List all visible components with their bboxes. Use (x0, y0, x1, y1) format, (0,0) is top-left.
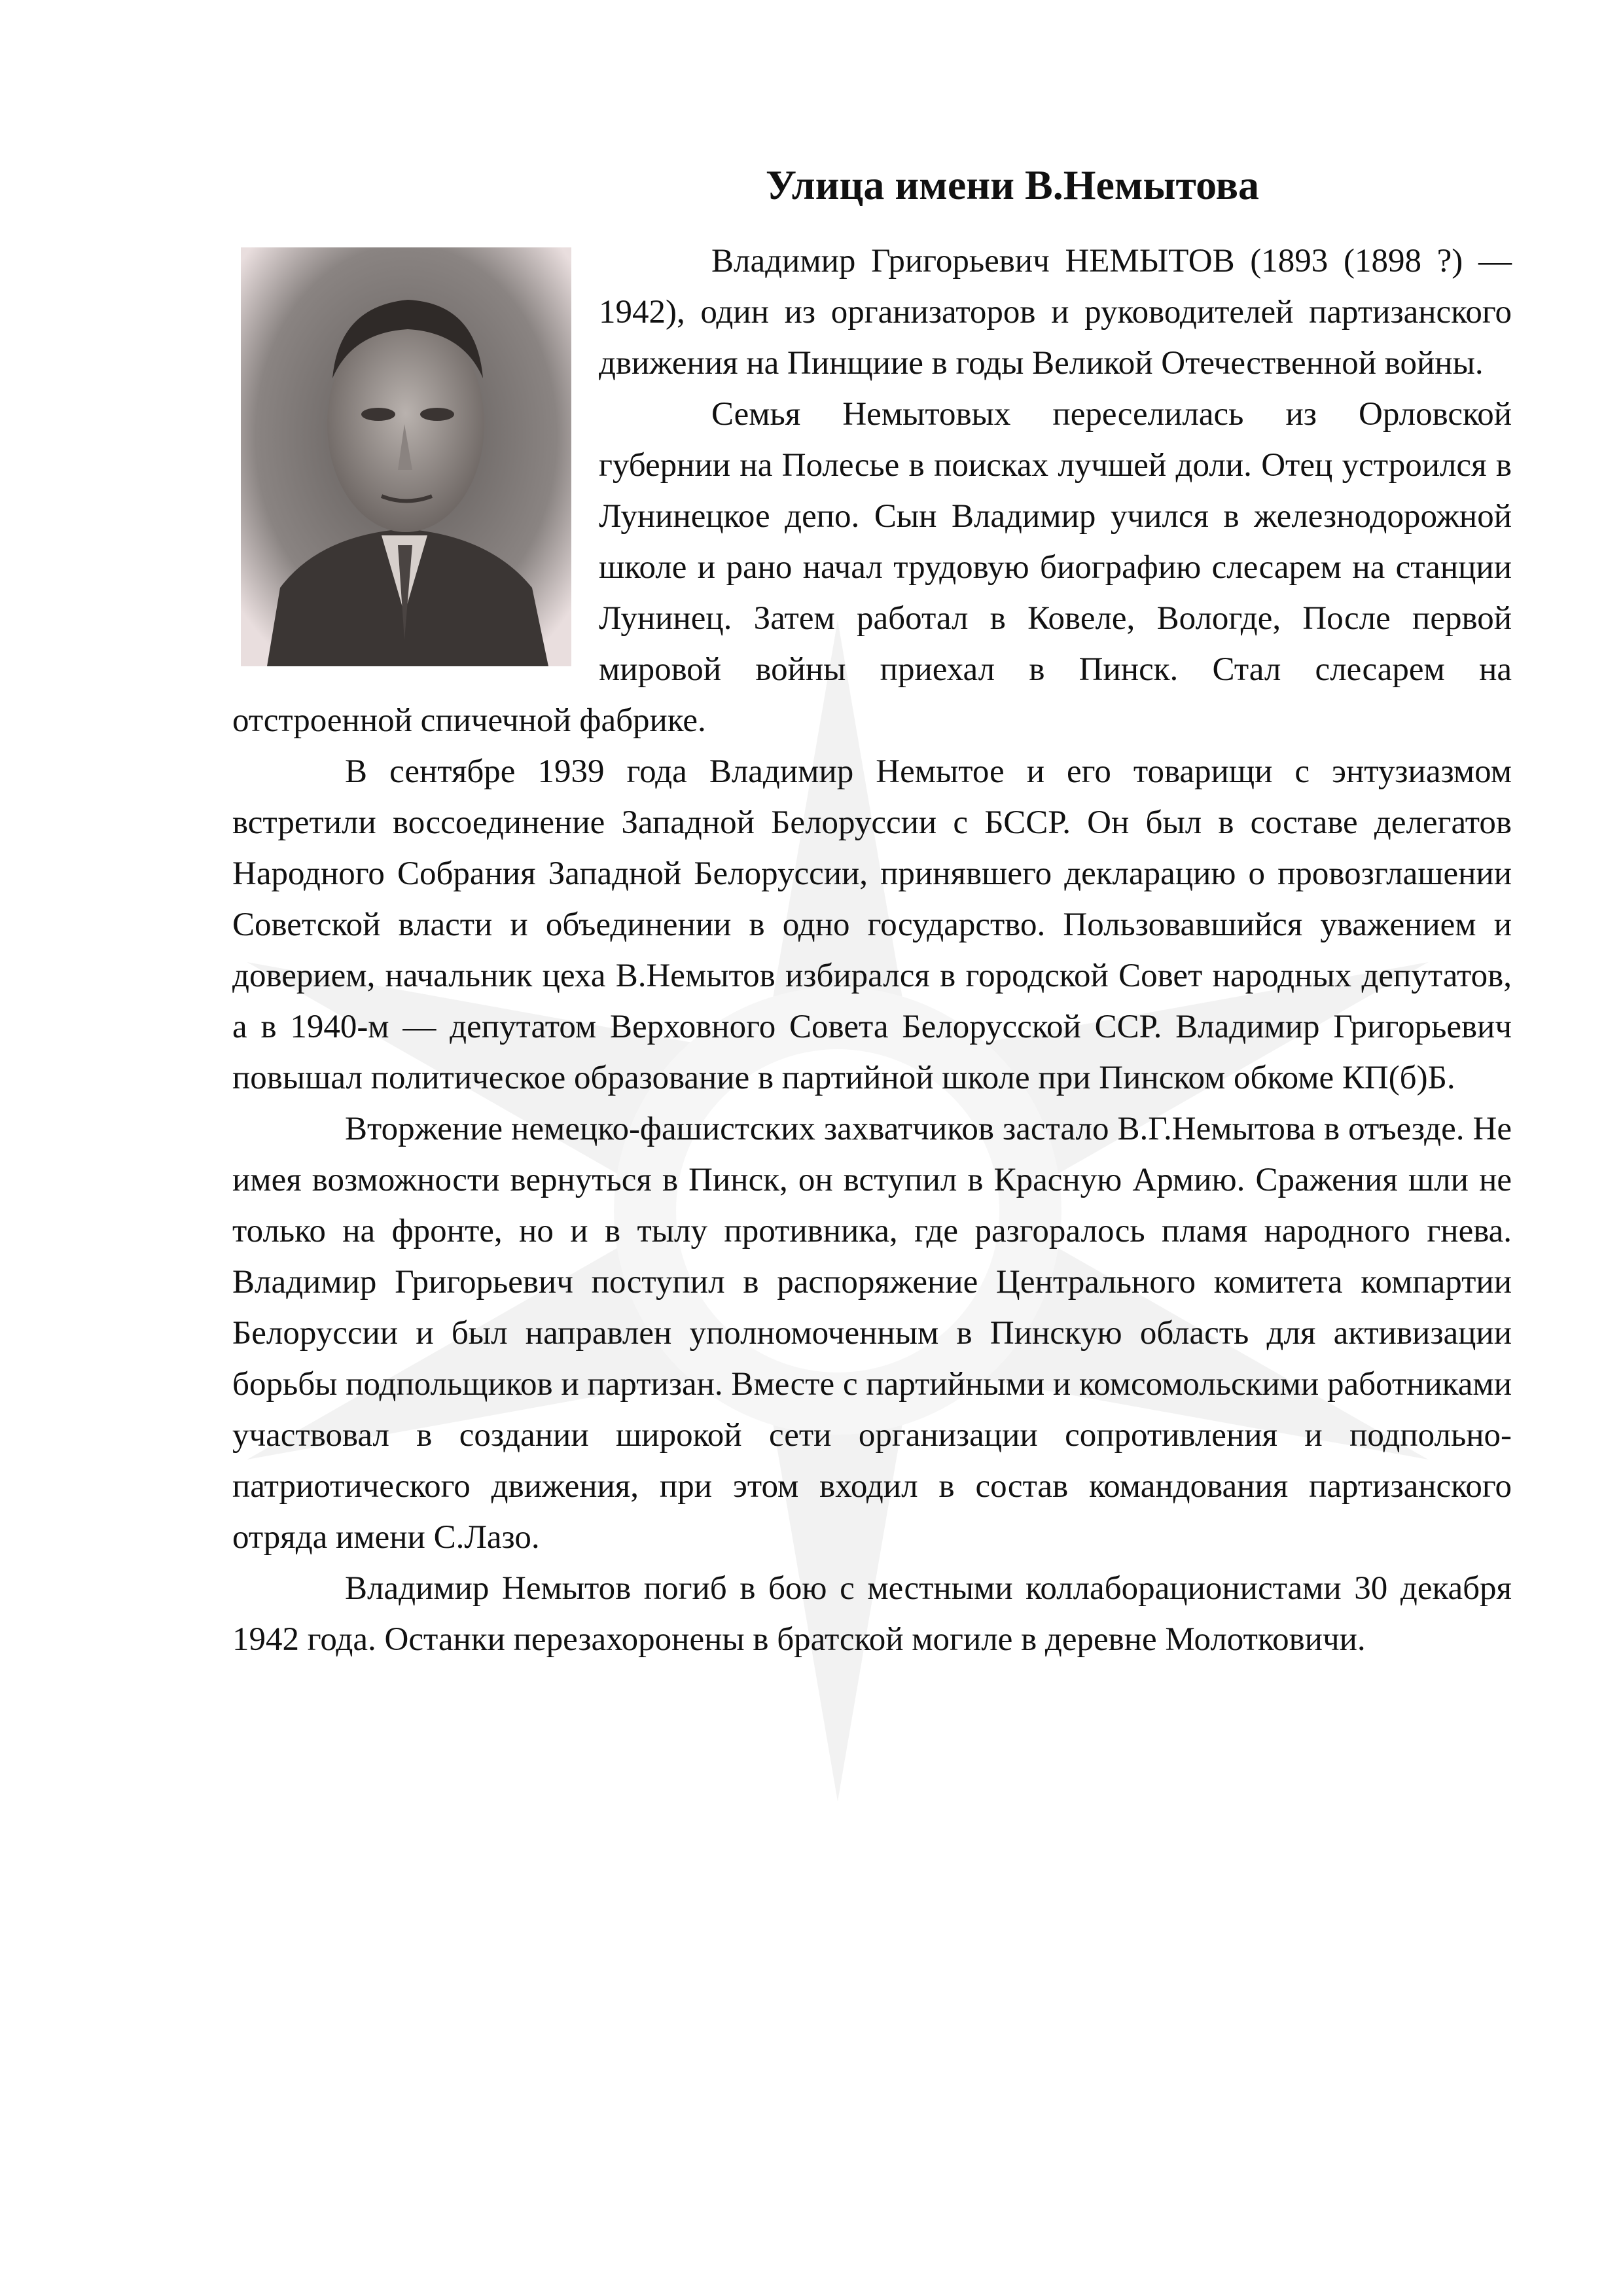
paragraph: Владимир Немытов погиб в бою с местными коллаборационистами 30 декабря 1942 года. Останки перезахоронены в братской могиле в деревне Молотковичи. (232, 1570, 1512, 1658)
paragraph: В сентябре 1939 года Владимир Немытое и его товарищи с энтузиазмом встретили воссоединение Западной Белоруссии с БССР. Он был в составе делегатов Народного Собрания Западной Белоруссии, принявшего декларацию о провозглашении Советской власти и объединении в одно государство. Пользовавшийся уважением и доверием, начальник цеха В.Немытов избирался в городской Совет народных депутатов, а в 1940-м — депутатом Верховного Совета Белорусской ССР. Владимир Григорьевич повышал политическое образование в партийной школе при Пинском обкоме КП(б)Б. (232, 753, 1512, 1096)
paragraph: Владимир Григорьевич НЕМЫТОВ (1893 (1898 ?) — 1942), один из организаторов и руководителей партизанского движения на Пинщиие в годы Великой Отечественной войны. (599, 243, 1512, 382)
page-title: Улица имени В.Немытова (766, 162, 1260, 208)
paragraph: Семья Немытовых переселилась из Орловской губернии на Полесье в поисках лучшей доли. Отец устроился в Лунинецкое депо. Сын Владимир учился в железнодорожной школе и рано начал трудовую биографию слесарем на станции Лунинец. Затем работал в Ковеле, Вологде, После первой мировой войны приехал в Пинск. Стал слесарем на отстроенной спичечной фабрике. (232, 396, 1512, 739)
paragraph: Вторжение немецко-фашистских захватчиков застало В.Г.Немытова в отъезде. Не имея возможности вернуться в Пинск, он вступил в Красную Армию. Сражения шли не только на фронте, но и в тылу противника, где разгоралось пламя народного гнева. Владимир Григорьевич поступил в распоряжение Центрального комитета компартии Белоруссии и был направлен уполномоченным в Пинскую область для активизации борьбы подпольщиков и партизан. Вместе с партийными и комсомольскими работниками участвовал в создании широкой сети организации сопротивления и подпольно-патриотического движения, при этом входил в состав командования партизанского отряда имени С.Лазо. (232, 1111, 1512, 1556)
article-body (232, 236, 1512, 1665)
